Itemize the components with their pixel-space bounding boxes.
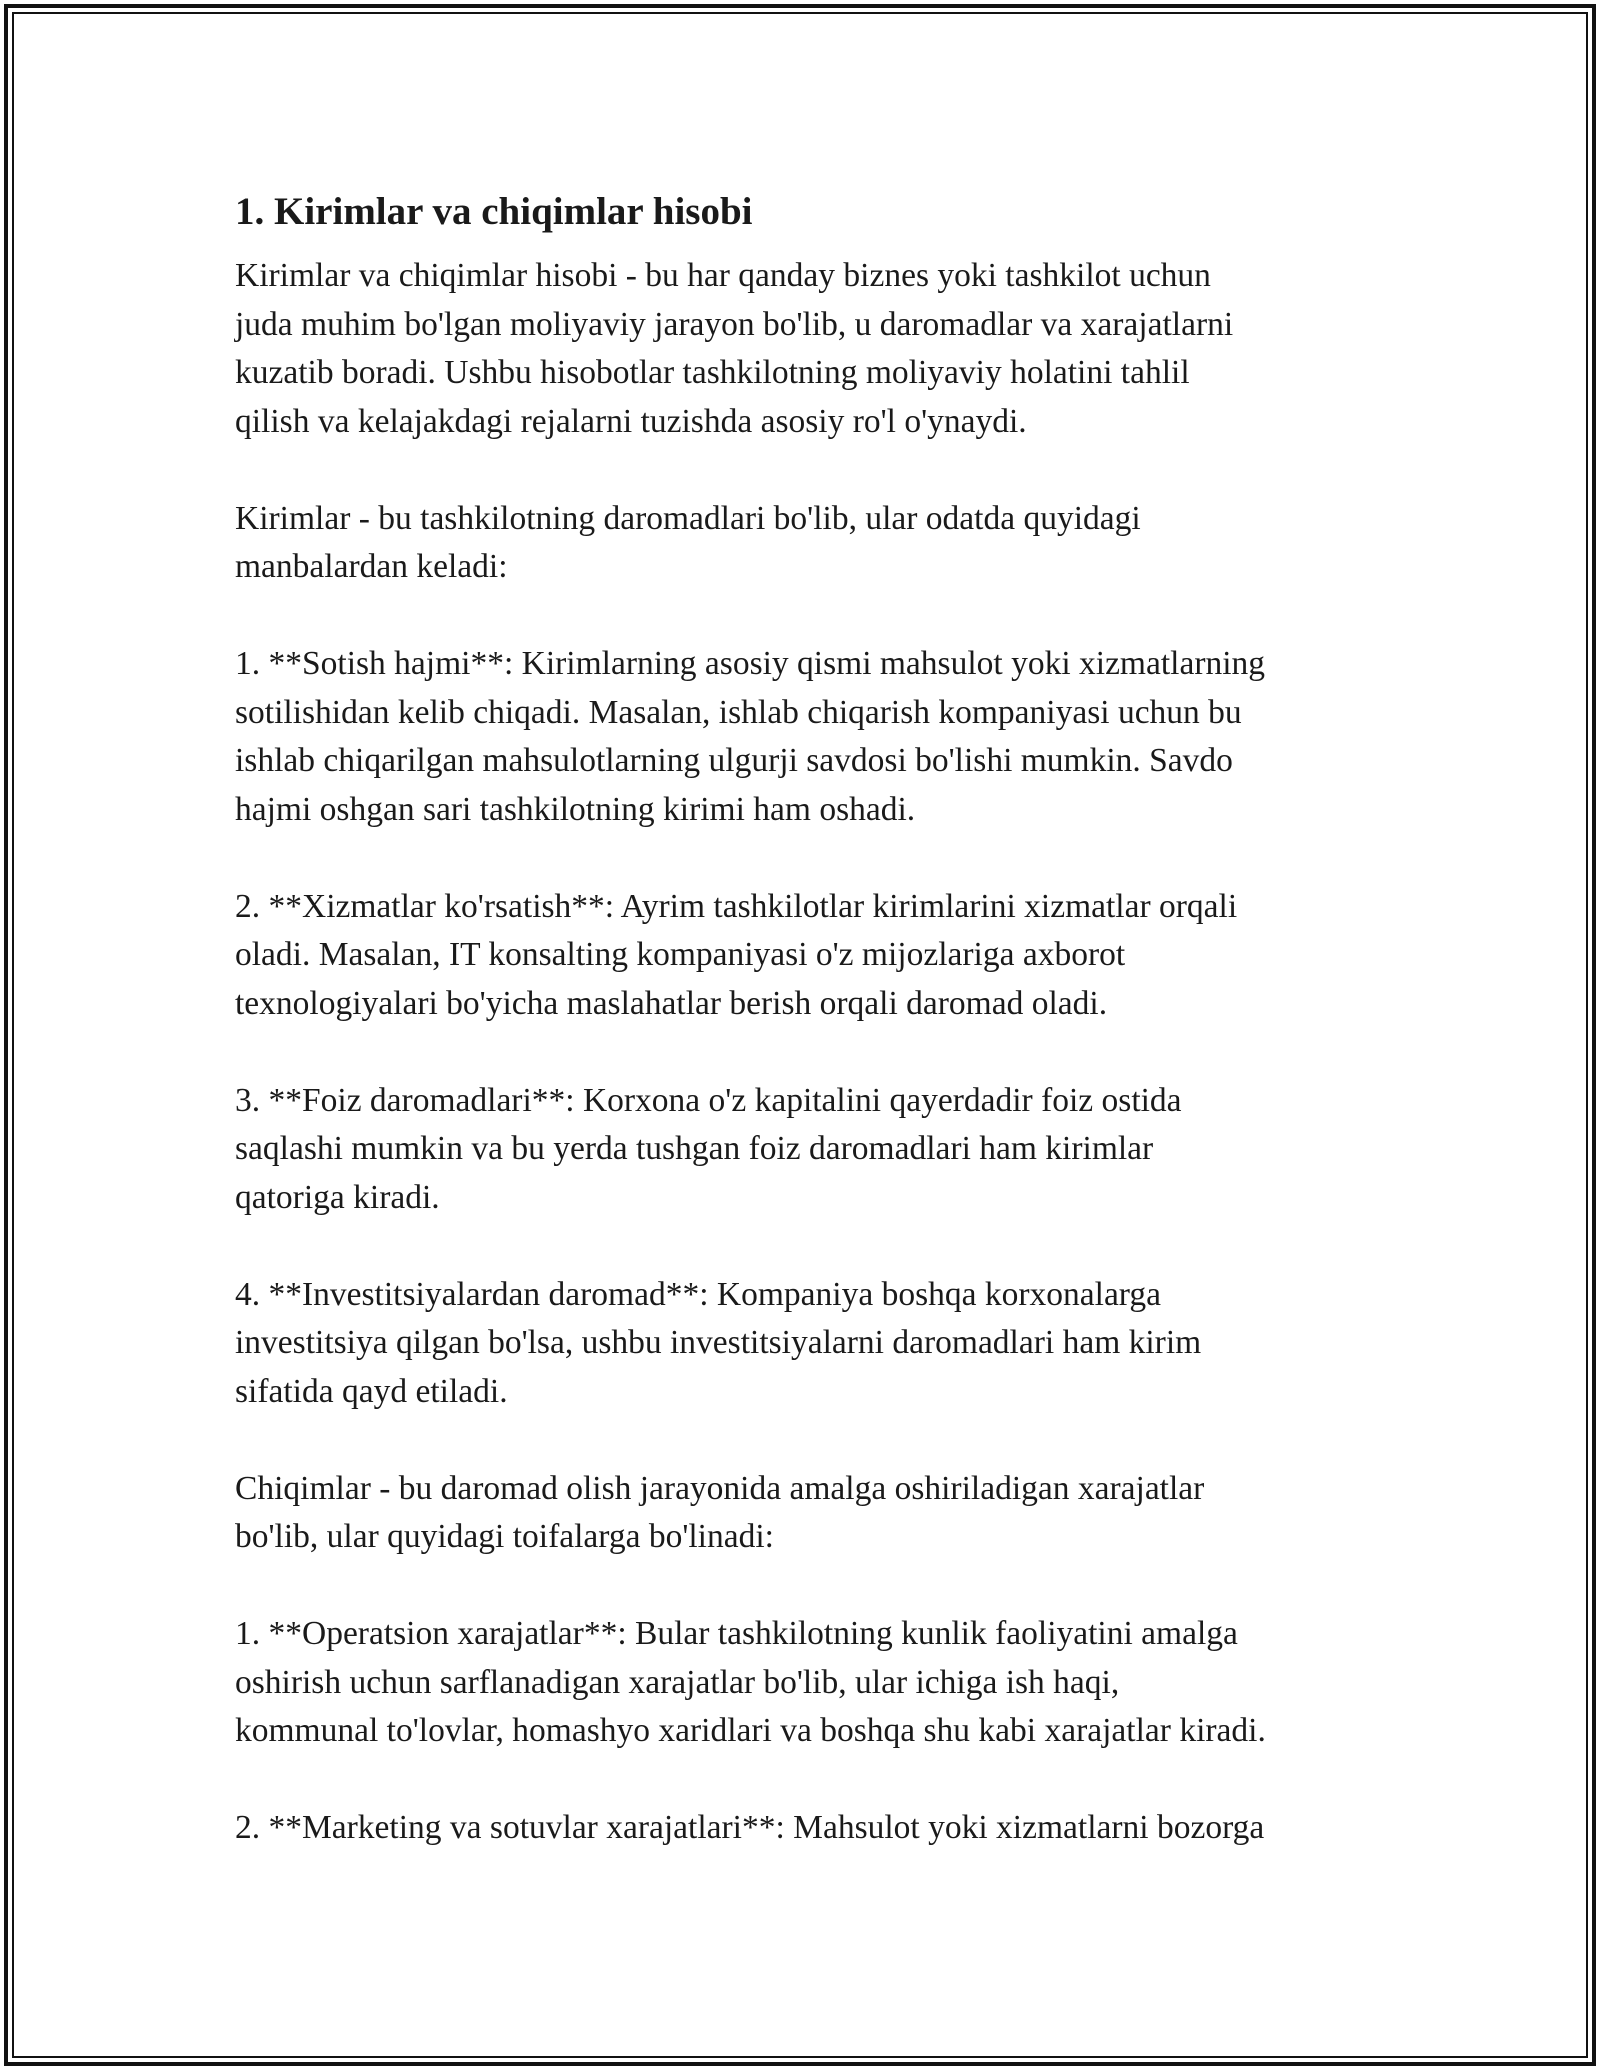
expense-item-operational: 1. **Operatsion xarajatlar**: Bular tashkilotning kunlik faoliyatini amalga oshirish uchun sarflanadigan xarajatlar bo'lib, ular ichiga ish haqi, kommunal to'lovlar, homashyo xaridlari va boshqa shu kabi xarajatlar kiradi. [235,1615,1266,1749]
page-title: 1. Kirimlar va chiqimlar hisobi [235,190,753,233]
document-body [235,186,1415,1901]
income-item-interest: 3. **Foiz daromadlari**: Korxona o'z kapitalini qayerdadir foiz ostida saqlashi mumkin va bu yerda tushgan foiz daromadlari ham kirimlar qatoriga kiradi. [235,1081,1182,1216]
income-item-investments: 4. **Investitsiyalardan daromad**: Kompaniya boshqa korxonalarga investitsiya qilgan bo'lsa, ushbu investitsiyalarni daromadlari ham kirim sifatida qayd etiladi. [235,1275,1202,1410]
expenses-intro-paragraph: Chiqimlar - bu daromad olish jarayonida amalga oshiriladigan xarajatlar bo'lib, ular quyidagi toifalarga bo'linadi: [235,1469,1205,1555]
intro-paragraph: Kirimlar va chiqimlar hisobi - bu har qanday biznes yoki tashkilot uchun juda muhim bo'lgan moliyaviy jarayon bo'lib, u daromadlar va xarajatlarni kuzatib boradi. Ushbu hisobotlar tashkilotning moliyaviy holatini tahlil qilish va kelajakdagi rejalarni tuzishda asosiy ro'l o'ynaydi. [235,257,1234,440]
income-intro-paragraph: Kirimlar - bu tashkilotning daromadlari bo'lib, ular odatda quyidagi manbalardan keladi: [235,499,1141,585]
expense-item-marketing: 2. **Marketing va sotuvlar xarajatlari**: Mahsulot yoki xizmatlarni bozorga [235,1809,1265,1846]
income-item-sales: 1. **Sotish hajmi**: Kirimlarning asosiy qismi mahsulot yoki xizmatlarning sotilishidan kelib chiqadi. Masalan, ishlab chiqarish kompaniyasi uchun bu ishlab chiqarilgan mahsulotlarning ulgurji savdosi bo'lishi mumkin. Savdo hajmi oshgan sari tashkilotning kirimi ham oshadi. [235,645,1266,828]
income-item-services: 2. **Xizmatlar ko'rsatish**: Ayrim tashkilotlar kirimlarini xizmatlar orqali oladi. Masalan, IT konsalting kompaniyasi o'z mijozlariga axborot texnologiyalari bo'yicha maslahatlar berish orqali daromad oladi. [235,887,1238,1022]
